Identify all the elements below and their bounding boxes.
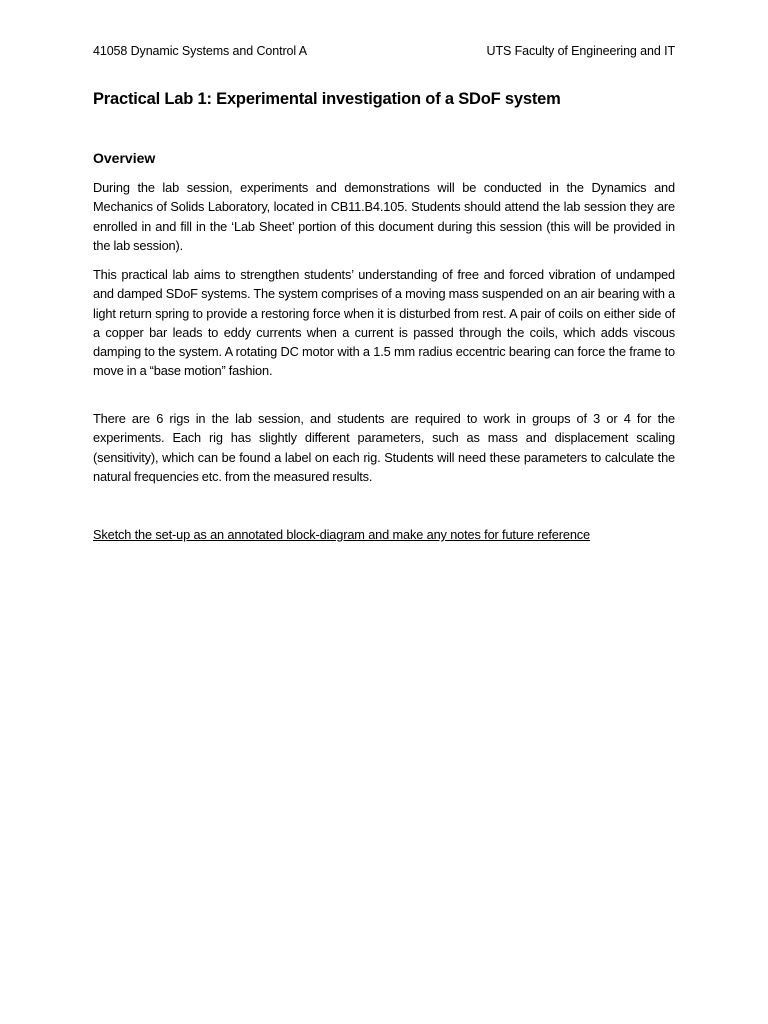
overview-paragraph-1: During the lab session, experiments and demonstrations will be conducted in the Dynamics and Mechanics of Solids Laboratory, located in CB11.B4.105. Students should attend the lab session they are enrolled in and fill in the ‘Lab Sheet’ portion of this document during this session (this will be provided in the lab session). [93,180,675,253]
overview-paragraph-2: This practical lab aims to strengthen students’ understanding of free and forced vibration of undamped and damped SDoF systems. The system comprises of a moving mass suspended on an air bearing with a light return spring to provide a restoring force when it is disturbed from rest. A pair of coils on either side of a copper bar leads to eddy currents when a current is passed through the coils, which adds viscous damping to the system. A rotating DC motor with a 1.5 mm radius eccentric bearing can force the frame to move in a “base motion” fashion. [93,267,675,379]
course-code-title: 41058 Dynamic Systems and Control A [93,44,307,58]
overview-heading: Overview [93,150,156,166]
faculty-name: UTS Faculty of Engineering and IT [486,44,675,58]
overview-paragraph-3: There are 6 rigs in the lab session, and students are required to work in groups of 3 or 4 for the experiments. Each rig has slightly different parameters, such as mass and displacement scaling (sensitivity), which can be found a label on each rig. Students will need these parameters to calculate the natural frequencies etc. from the measured results. [93,411,675,484]
document-title: Practical Lab 1: Experimental investigation of a SDoF system [93,90,561,108]
page-header [93,42,675,60]
sketch-instruction: Sketch the set-up as an annotated block-diagram and make any notes for future reference [93,527,590,542]
